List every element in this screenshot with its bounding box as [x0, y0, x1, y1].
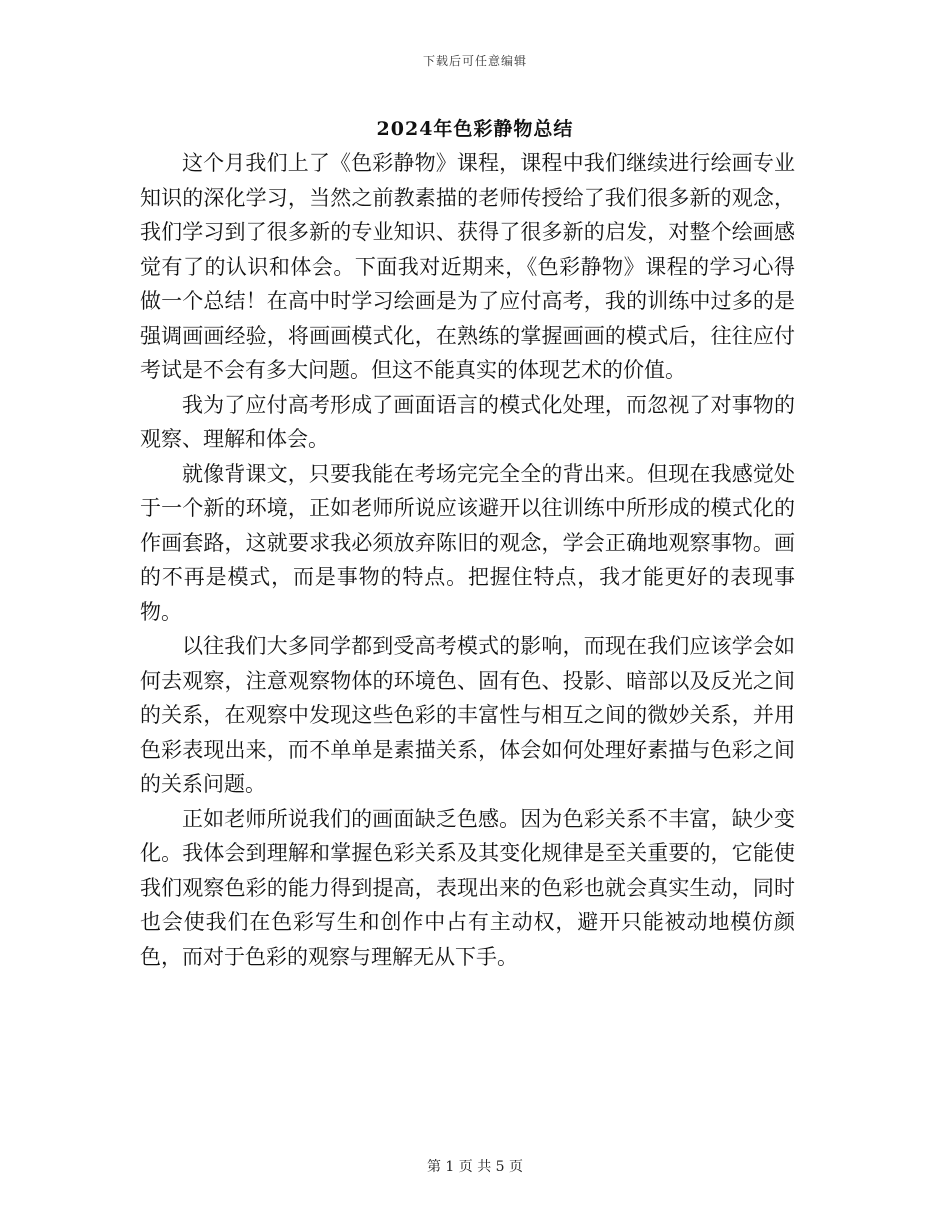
paragraph: 我为了应付高考形成了画面语言的模式化处理，而忽视了对事物的观察、理解和体会。 — [140, 392, 795, 451]
paragraph: 正如老师所说我们的画面缺乏色感。因为色彩关系不丰富，缺少变化。我体会到理解和掌握色彩关系及其变化规律是至关重要的，它能使我们观察色彩的能力得到提高，表现出来的色彩也就会真实生动，同时也会使我们在色彩写生和创作中占有主动权，避开只能被动地模仿颜色，而对于色彩的观察与理解无从下手。 — [140, 806, 795, 969]
document-body — [140, 146, 795, 974]
paragraph: 就像背课文，只要我能在考场完完全全的背出来。但现在我感觉处于一个新的环境，正如老师所说应该避开以往训练中所形成的模式化的作画套路，这就要求我必须放弃陈旧的观念，学会正确地观察事物。画的不再是模式，而是事物的特点。把握住特点，我才能更好的表现事物。 — [140, 461, 795, 624]
paragraph: 这个月我们上了《色彩静物》课程，课程中我们继续进行绘画专业知识的深化学习，当然之前教素描的老师传授给了我们很多新的观念，我们学习到了很多新的专业知识、获得了很多新的启发，对整个绘画感觉有了的认识和体会。下面我对近期来，《色彩静物》课程的学习心得做一个总结！在高中时学习绘画是为了应付高考，我的训练中过多的是强调画画经验，将画画模式化，在熟练的掌握画画的模式后，往往应付考试是不会有多大问题。但这不能真实的体现艺术的价值。 — [140, 151, 795, 382]
page-number: 第 1 页 共 5 页 — [426, 1159, 524, 1175]
document-title: 2024年色彩静物总结 — [376, 118, 574, 140]
paragraph: 以往我们大多同学都到受高考模式的影响，而现在我们应该学会如何去观察，注意观察物体的环境色、固有色、投影、暗部以及反光之间的关系，在观察中发现这些色彩的丰富性与相互之间的微妙关系，并用色彩表现出来，而不单单是素描关系，体会如何处理好素描与色彩之间的关系问题。 — [140, 634, 795, 796]
page-header: 下载后可任意编辑 — [422, 54, 527, 68]
